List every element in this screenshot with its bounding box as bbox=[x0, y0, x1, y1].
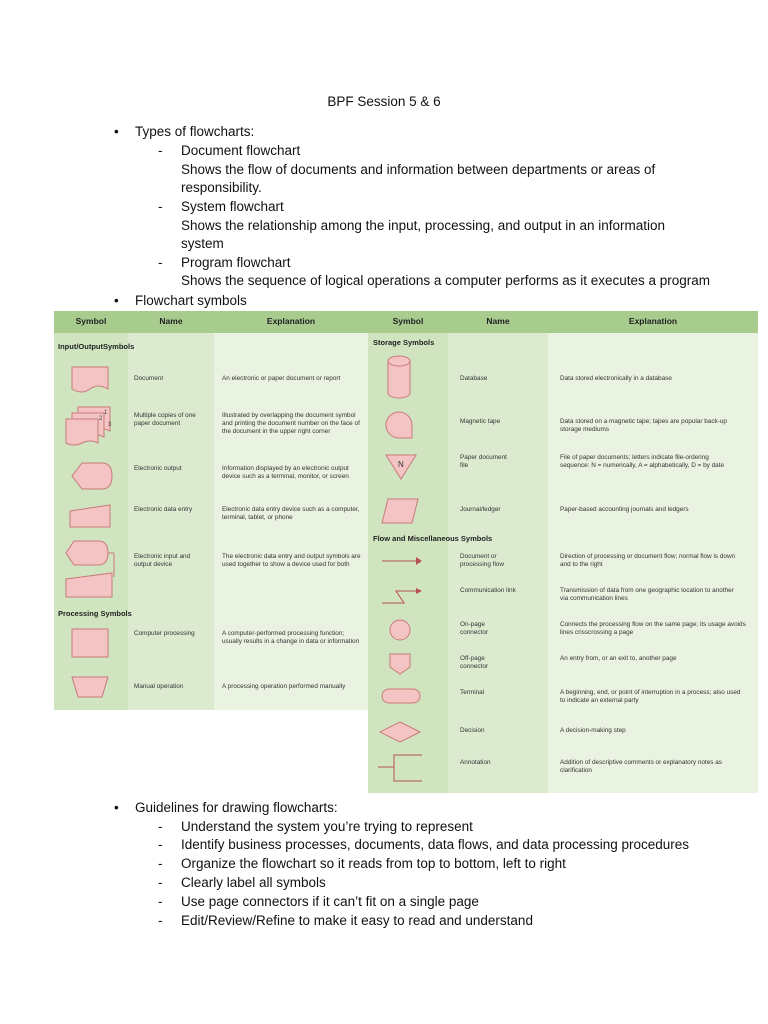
dash-icon: - bbox=[158, 255, 163, 270]
type-name: Document flowchart bbox=[181, 143, 301, 158]
guideline-item bbox=[158, 912, 533, 931]
types-heading: Types of flowcharts: bbox=[135, 124, 255, 139]
type-name: Program flowchart bbox=[181, 255, 291, 270]
symbols-heading: Flowchart symbols bbox=[135, 293, 247, 308]
guideline-item bbox=[158, 836, 690, 855]
dash-icon: - bbox=[158, 819, 163, 834]
guideline-item bbox=[158, 818, 473, 837]
symbol-name: Manual operation bbox=[134, 683, 184, 690]
file-letter: N bbox=[398, 460, 404, 469]
electronic-output-icon bbox=[70, 461, 114, 491]
symbol-explanation: Data stored on a magnetic tape; tapes are popular back-up storage mediums bbox=[560, 418, 727, 433]
symbol-name: Electronic input and output device bbox=[134, 553, 191, 568]
symbol-explanation: A computer-performed processing function; usually results in a change in data or information bbox=[222, 630, 360, 645]
symbol-explanation: Transmission of data from one geographic location to another via communication lines bbox=[560, 587, 734, 602]
symbol-name: Database bbox=[460, 375, 488, 382]
type-name: System flowchart bbox=[181, 199, 284, 214]
header-symbol: Symbol bbox=[75, 316, 107, 326]
guideline-text: Clearly label all symbols bbox=[181, 875, 326, 890]
on-page-connector-icon bbox=[388, 618, 412, 642]
symbol-name: Document or processing flow bbox=[460, 553, 505, 568]
section-input-output: Input/OutputSymbols bbox=[58, 342, 135, 351]
bullet-symbols bbox=[114, 292, 247, 311]
bullet-types bbox=[114, 123, 255, 142]
guideline-text: Edit/Review/Refine to make it easy to read and understand bbox=[181, 913, 533, 928]
magnetic-tape-icon bbox=[384, 410, 416, 440]
type-item bbox=[158, 254, 291, 273]
symbol-name: Terminal bbox=[460, 689, 485, 696]
symbol-explanation: Direction of processing or document flow; normal flow is down and to the right bbox=[560, 553, 736, 568]
section-flow-misc: Flow and Miscellaneous Symbols bbox=[373, 534, 493, 543]
guideline-item bbox=[158, 874, 326, 893]
symbol-explanation: A decision-making step bbox=[560, 727, 626, 734]
manual-operation-icon bbox=[70, 675, 110, 699]
guideline-item bbox=[158, 893, 479, 912]
guideline-item bbox=[158, 855, 566, 874]
type-item bbox=[158, 198, 284, 217]
type-desc: Shows the relationship among the input, processing, and output in an information bbox=[181, 218, 666, 233]
document-symbol-icon bbox=[70, 365, 110, 395]
symbol-explanation: A beginning, end, or point of interruption in a process; also used to indicate an external party bbox=[560, 689, 741, 704]
left-name-column bbox=[128, 333, 214, 710]
right-table-header bbox=[368, 311, 758, 334]
symbol-explanation: Addition of descriptive comments or explanatory notes as clarification bbox=[560, 759, 722, 774]
multiple-documents-icon bbox=[64, 405, 114, 447]
symbol-explanation: Electronic data entry device such as a computer, terminal, tablet, or phone bbox=[222, 506, 360, 521]
symbol-name: Electronic output bbox=[134, 465, 182, 472]
section-storage: Storage Symbols bbox=[373, 338, 435, 347]
symbol-name: Electronic data entry bbox=[134, 506, 193, 513]
section-processing: Processing Symbols bbox=[58, 609, 132, 618]
symbol-name: Off-page connector bbox=[460, 655, 489, 670]
symbol-name: Multiple copies of one paper document bbox=[134, 412, 196, 427]
electronic-data-entry-icon bbox=[68, 503, 112, 529]
guideline-text: Identify business processes, documents, data flows, and data processing procedures bbox=[181, 837, 690, 852]
type-desc: Shows the flow of documents and information between departments or areas of bbox=[181, 162, 656, 177]
header-symbol: Symbol bbox=[392, 316, 424, 326]
symbol-name: Document bbox=[134, 375, 164, 382]
dash-icon: - bbox=[158, 143, 163, 158]
flowchart-symbols-table bbox=[54, 311, 758, 793]
symbol-name: Magnetic tape bbox=[460, 418, 501, 425]
symbol-name: Computer processing bbox=[134, 630, 195, 637]
symbol-explanation: An electronic or paper document or report bbox=[222, 375, 341, 382]
symbol-explanation: Paper-based accounting journals and ledgers bbox=[560, 506, 689, 513]
symbol-name: Journal/ledger bbox=[460, 506, 501, 513]
symbol-explanation: Illustrated by overlapping the document symbol and printing the document number on the face of the document in the upper right corner bbox=[222, 412, 360, 435]
symbol-name: On-page connector bbox=[460, 621, 489, 636]
communication-link-icon bbox=[380, 587, 424, 607]
dash-icon: - bbox=[158, 875, 163, 890]
doc-number: 3 bbox=[108, 422, 112, 428]
header-explanation: Explanation bbox=[628, 316, 678, 326]
database-icon bbox=[386, 355, 412, 399]
header-name: Name bbox=[159, 316, 183, 326]
electronic-input-output-icon bbox=[62, 537, 118, 599]
computer-processing-icon bbox=[70, 627, 110, 659]
dash-icon: - bbox=[158, 856, 163, 871]
flow-arrow-icon bbox=[380, 555, 424, 567]
header-name: Name bbox=[486, 316, 510, 326]
page-title: BPF Session 5 & 6 bbox=[327, 94, 441, 109]
dash-icon: - bbox=[158, 913, 163, 928]
symbol-explanation: Data stored electronically in a database bbox=[560, 375, 672, 382]
dash-icon: - bbox=[158, 837, 163, 852]
type-desc: Shows the sequence of logical operations a computer performs as it executes a program bbox=[181, 273, 711, 288]
bullet-guidelines bbox=[114, 799, 338, 818]
symbol-name: Annotation bbox=[460, 759, 491, 766]
guideline-text: Use page connectors if it can’t fit on a single page bbox=[181, 894, 479, 909]
symbol-explanation: Connects the processing flow on the same page; its usage avoids lines crisscrossing a page bbox=[560, 621, 746, 636]
symbol-explanation: An entry from, or an exit to, another page bbox=[560, 655, 677, 662]
symbol-name: Paper document file bbox=[460, 454, 507, 469]
symbol-name: Decision bbox=[460, 727, 485, 734]
terminal-icon bbox=[380, 687, 422, 705]
guideline-text: Organize the flowchart so it reads from top to bottom, left to right bbox=[181, 856, 566, 871]
guideline-text: Understand the system you’re trying to represent bbox=[181, 819, 473, 834]
bullet-icon: • bbox=[114, 124, 119, 139]
symbol-explanation: A processing operation performed manually bbox=[222, 683, 346, 690]
symbol-explanation: Information displayed by an electronic output device such as a terminal, monitor, or screen bbox=[222, 465, 349, 480]
symbol-name: Communication link bbox=[460, 587, 516, 594]
type-desc: responsibility. bbox=[181, 180, 262, 195]
dash-icon: - bbox=[158, 199, 163, 214]
guidelines-heading: Guidelines for drawing flowcharts: bbox=[135, 800, 338, 815]
type-item bbox=[158, 142, 301, 161]
type-desc: system bbox=[181, 236, 224, 251]
paper-file-icon bbox=[384, 453, 418, 481]
symbol-explanation: The electronic data entry and output symbols are used together to show a device used for both bbox=[222, 553, 361, 568]
off-page-connector-icon bbox=[388, 652, 412, 676]
dash-icon: - bbox=[158, 894, 163, 909]
doc-number: 1 bbox=[104, 410, 108, 416]
bullet-icon: • bbox=[114, 800, 119, 815]
symbol-explanation: File of paper documents; letters indicate file-ordering sequence: N = numerically, A = alphabetically, D = by date bbox=[560, 454, 725, 469]
left-table-header bbox=[54, 311, 368, 334]
annotation-icon bbox=[376, 753, 424, 783]
doc-number: 2 bbox=[99, 416, 103, 422]
decision-icon bbox=[378, 720, 422, 744]
journal-ledger-icon bbox=[380, 497, 420, 525]
header-explanation: Explanation bbox=[266, 316, 316, 326]
bullet-icon: • bbox=[114, 293, 119, 308]
